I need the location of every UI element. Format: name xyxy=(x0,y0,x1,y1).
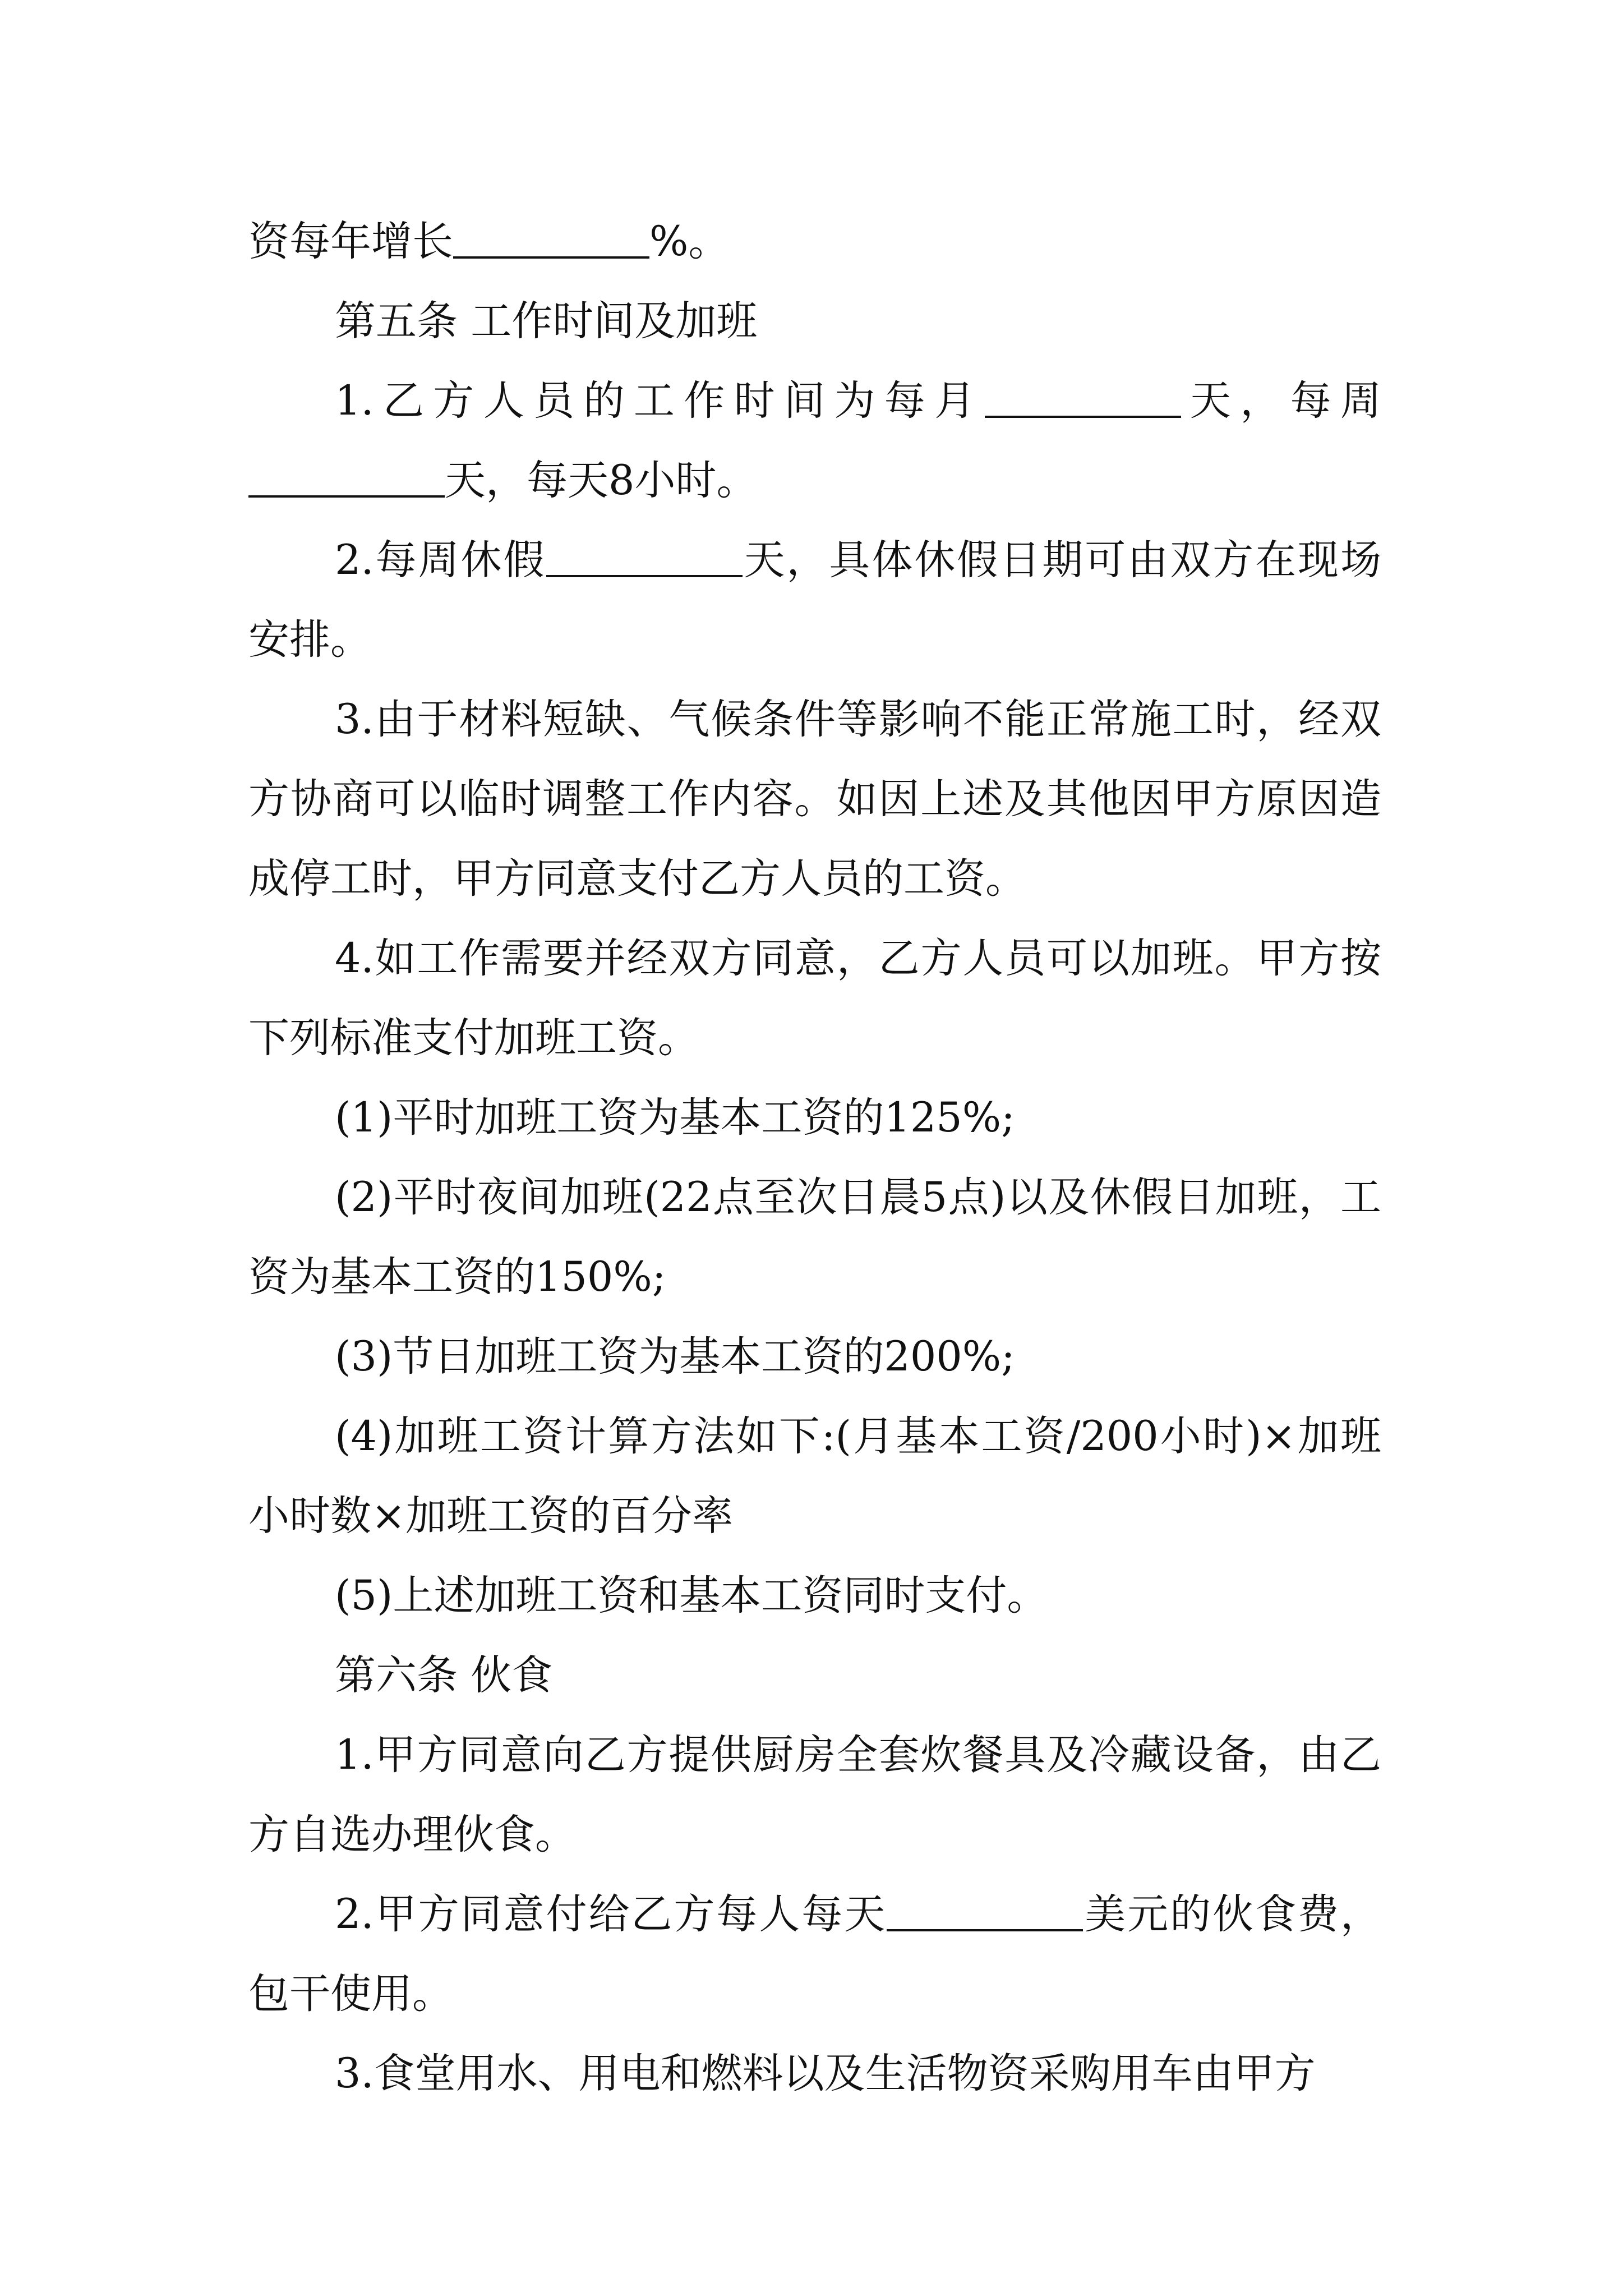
paragraph xyxy=(248,919,1381,1078)
paragraph xyxy=(248,1317,1381,1397)
paragraph xyxy=(248,1715,1381,1875)
paragraph-text: 4.如工作需要并经双方同意，乙方人员可以加班。甲方按下列标准支付加班工资。 xyxy=(248,935,1381,1062)
section-heading xyxy=(248,1636,1381,1715)
paragraph-text: 2.甲方同意付给乙方每人每天 xyxy=(335,1890,887,1938)
paragraph xyxy=(248,1556,1381,1636)
paragraph xyxy=(248,1397,1381,1556)
fill-in-blank xyxy=(453,219,649,259)
paragraph-text: 天，每周 xyxy=(1181,377,1381,425)
paragraph xyxy=(248,202,1381,282)
paragraph-text: %。 xyxy=(649,218,730,265)
document-body xyxy=(248,202,1381,2114)
paragraph-text: 第五条 工作时间及加班 xyxy=(335,297,758,345)
fill-in-blank xyxy=(546,538,743,577)
paragraph-text: 3.由于材料短缺、气候条件等影响不能正常施工时，经双方协商可以临时调整工作内容。如因上述及其他因甲方原因造成停工时，甲方同意支付乙方人员的工资。 xyxy=(248,696,1381,903)
paragraph-text: 第六条 伙食 xyxy=(335,1651,553,1699)
fill-in-blank xyxy=(248,458,445,498)
paragraph-text: (1)平时加班工资为基本工资的125%; xyxy=(335,1094,1015,1142)
paragraph-text: 天，每天8小时。 xyxy=(445,457,758,504)
paragraph-text: 资每年增长 xyxy=(248,218,453,265)
paragraph-text: (4)加班工资计算方法如下:(月基本工资/200小时)×加班小时数×加班工资的百分率 xyxy=(248,1412,1381,1540)
paragraph xyxy=(248,680,1381,919)
paragraph-text: 1.甲方同意向乙方提供厨房全套炊餐具及冷藏设备，由乙方自选办理伙食。 xyxy=(248,1731,1381,1858)
paragraph xyxy=(248,1158,1381,1317)
paragraph xyxy=(248,521,1381,680)
paragraph-text: (3)节日加班工资为基本工资的200%; xyxy=(335,1333,1015,1381)
paragraph xyxy=(248,1875,1381,2034)
paragraph-text: 3.食堂用水、用电和燃料以及生活物资采购用车由甲方 xyxy=(335,2050,1316,2097)
fill-in-blank xyxy=(985,379,1181,418)
paragraph xyxy=(248,361,1381,521)
paragraph xyxy=(248,2034,1381,2114)
paragraph-text: (5)上述加班工资和基本工资同时支付。 xyxy=(335,1572,1048,1619)
paragraph xyxy=(248,1078,1381,1158)
paragraph-text: 天，具体休假日期可由双方在现场安排。 xyxy=(248,536,1382,664)
section-heading xyxy=(248,282,1381,361)
paragraph-text: 1.乙方人员的工作时间为每月 xyxy=(335,377,985,425)
paragraph-text: 美元的伙食费，包干使用。 xyxy=(248,1890,1382,2018)
paragraph-text: 2.每周休假 xyxy=(335,536,546,584)
fill-in-blank xyxy=(887,1892,1083,1931)
paragraph-text: (2)平时夜间加班(22点至次日晨5点)以及休假日加班，工资为基本工资的150%; xyxy=(248,1174,1381,1301)
